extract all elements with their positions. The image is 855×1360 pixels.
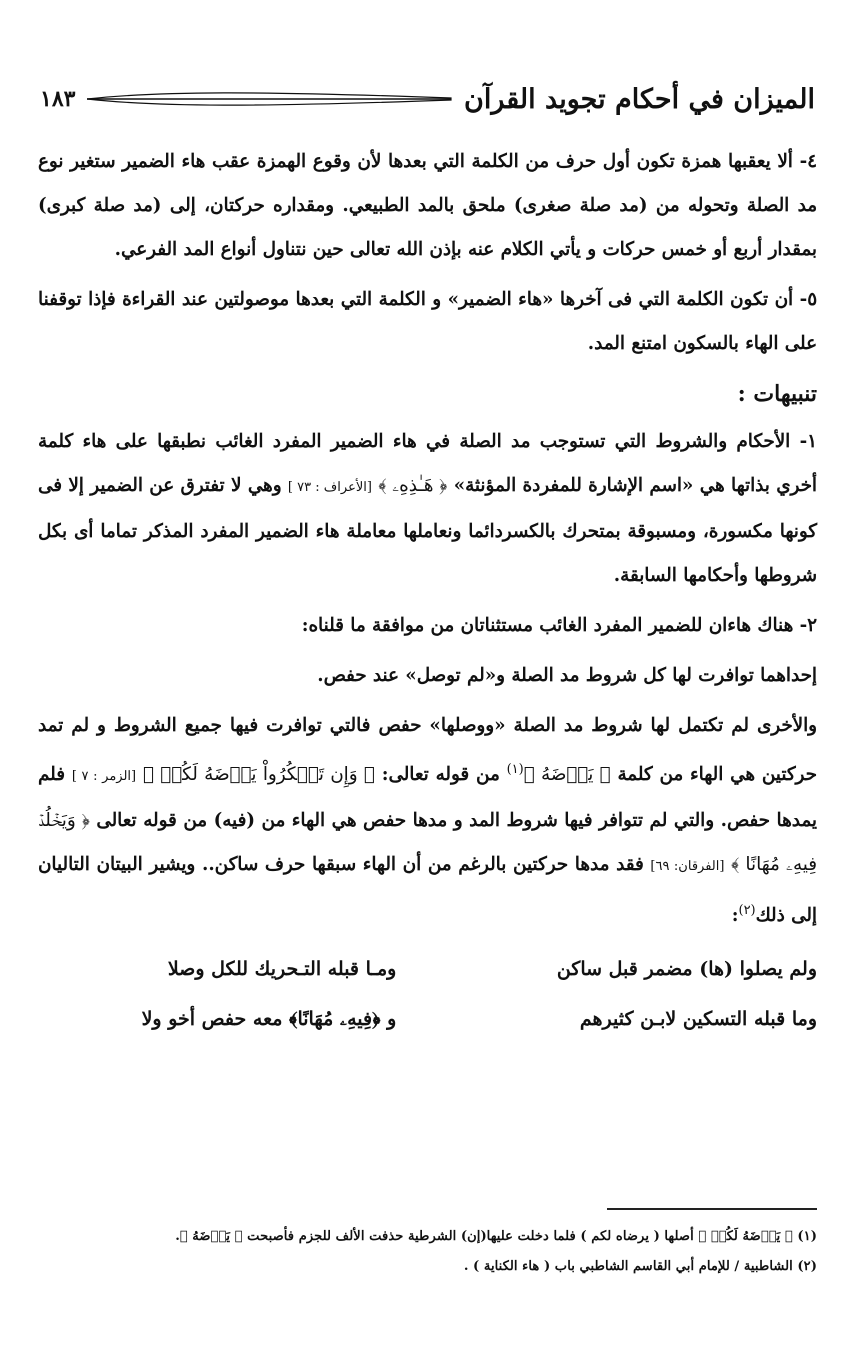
- first-hemistich: وما قبله التسكين لابـن كثيرهم: [579, 1008, 817, 1031]
- other-text-end: :: [731, 905, 739, 927]
- quran-quote: ﴿ هَـٰذِهِۦ ﴾: [378, 475, 448, 496]
- main-text: [38, 140, 817, 1044]
- other-text-b: من قوله تعالى:: [381, 764, 500, 786]
- page-number: ١٨٣: [40, 86, 76, 112]
- verse-reference: [الفرقان: ٦٩]: [650, 859, 725, 875]
- quran-quote: ﴿ وَإِن تَشۡكُرُواْ يَرۡضَهُ لَكُمۡ ﴾: [142, 764, 375, 786]
- note-1-text-b: وهي لا تفترق عن الضمير إلا فى كونها مكسورة، ومسبوقة بمتحرك بالكسردائما ونعاملها معاملة هاء الضمير المفرد المذكر تماما أى بكل شروطها وأحكامها السابقة.: [38, 475, 817, 586]
- note-2-other-case: [38, 704, 817, 938]
- note-1-text-a: ١- الأحكام والشروط التي تستوجب مد الصلة في هاء الضمير المفرد الغائب نطبقها على هاء كلمة أخري بذاتها هي «اسم الإشارة للمفردة المؤنثة»: [38, 431, 818, 496]
- quran-quote: ﴿ يَرۡضَهُ ﴾: [523, 764, 611, 786]
- footnotes: [38, 1222, 817, 1282]
- footnote-marker: (١): [506, 762, 524, 777]
- note-1-paragraph: [38, 420, 817, 598]
- other-text-d: فقد مدها حركتين بالرغم من أن الهاء سبقها حرف ساكن.. ويشير البيتان التاليان إلى ذلك: [38, 854, 817, 927]
- poem-line: [38, 994, 817, 1044]
- footnote-divider: [607, 1208, 817, 1210]
- footnote-1: (١) ﴿ يَرۡضَهُ لَكُمۡ ﴾ أصلها ( يرضاه لكم ) فلما دخلت عليها(إن) الشرطية حذفت الألف للجزم فأصبحت ﴿ يَرۡضَهُ ﴾.: [175, 1229, 817, 1244]
- other-text-a: والأخرى لم تكتمل لها شروط مد الصلة «ووصلها» حفص فالتي توافرت فيها جميع الشروط و لم تمد حركتين هي الهاء من كلمة: [38, 715, 817, 786]
- book-title: الميزان في أحكام تجويد القرآن: [464, 83, 815, 115]
- notes-heading: تنبيهات :: [737, 381, 817, 407]
- first-hemistich: ولم يصلوا (ها) مضمر قبل ساكن: [556, 958, 817, 981]
- condition-5-paragraph: ٥- أن تكون الكلمة التي فى آخرها «هاء الضمير» و الكلمة التي بعدها موصولتين عند القراءة فإذا توقفنا على الهاء بالسكون امتنع المد.: [38, 289, 818, 354]
- second-hemistich: ومـا قبله التـحريك للكل وصلا: [167, 958, 397, 981]
- footnote-2: (٢) الشاطبية / للإمام أبي القاسم الشاطبي باب ( هاء الكناية ) .: [463, 1259, 817, 1274]
- page-header: [40, 74, 815, 124]
- note-2-paragraph: ٢- هناك هاءان للضمير المفرد الغائب مستثناتان من موافقة ما قلناه:: [301, 615, 817, 636]
- poem-verses: [38, 944, 817, 1044]
- verse-reference: [الزمر : ٧ ]: [71, 769, 137, 785]
- header-ornament-line: [87, 88, 452, 110]
- footnote-marker: (٢): [738, 903, 756, 919]
- poem-line: [38, 944, 817, 994]
- condition-4-paragraph: ٤- ألا يعقبها همزة تكون أول حرف من الكلمة التي بعدها لأن وقوع الهمزة عقب هاء الضمير ستغير نوع مد الصلة وتحوله من (مد صلة صغرى) ملحق بالمد الطبيعي. ومقداره حركتان، إلى (مد صلة كبرى) بمقدار أربع أو خمس حركات و يأتي الكلام عنه بإذن الله تعالى حين نتناول أنواع المد الفرعي.: [38, 151, 818, 260]
- note-2-first-case: إحداهما توافرت لها كل شروط مد الصلة و«لم توصل» عند حفص.: [317, 665, 817, 686]
- other-text-c: فلم يمدها حفص. والتي لم تتوافر فيها شروط المد و مدها حفص هي الهاء من (فيه) من قوله تعالى: [38, 764, 817, 832]
- second-hemistich: و ﴿فِيهِۦ مُهَانًا﴾ معه حفص أخو ولا: [141, 1008, 397, 1031]
- verse-reference: [الأعراف : ٧٣ ]: [287, 480, 372, 495]
- quran-quote: ﴿ وَيَخۡلُدۡ فِيهِۦ مُهَانًا ﴾: [38, 810, 818, 876]
